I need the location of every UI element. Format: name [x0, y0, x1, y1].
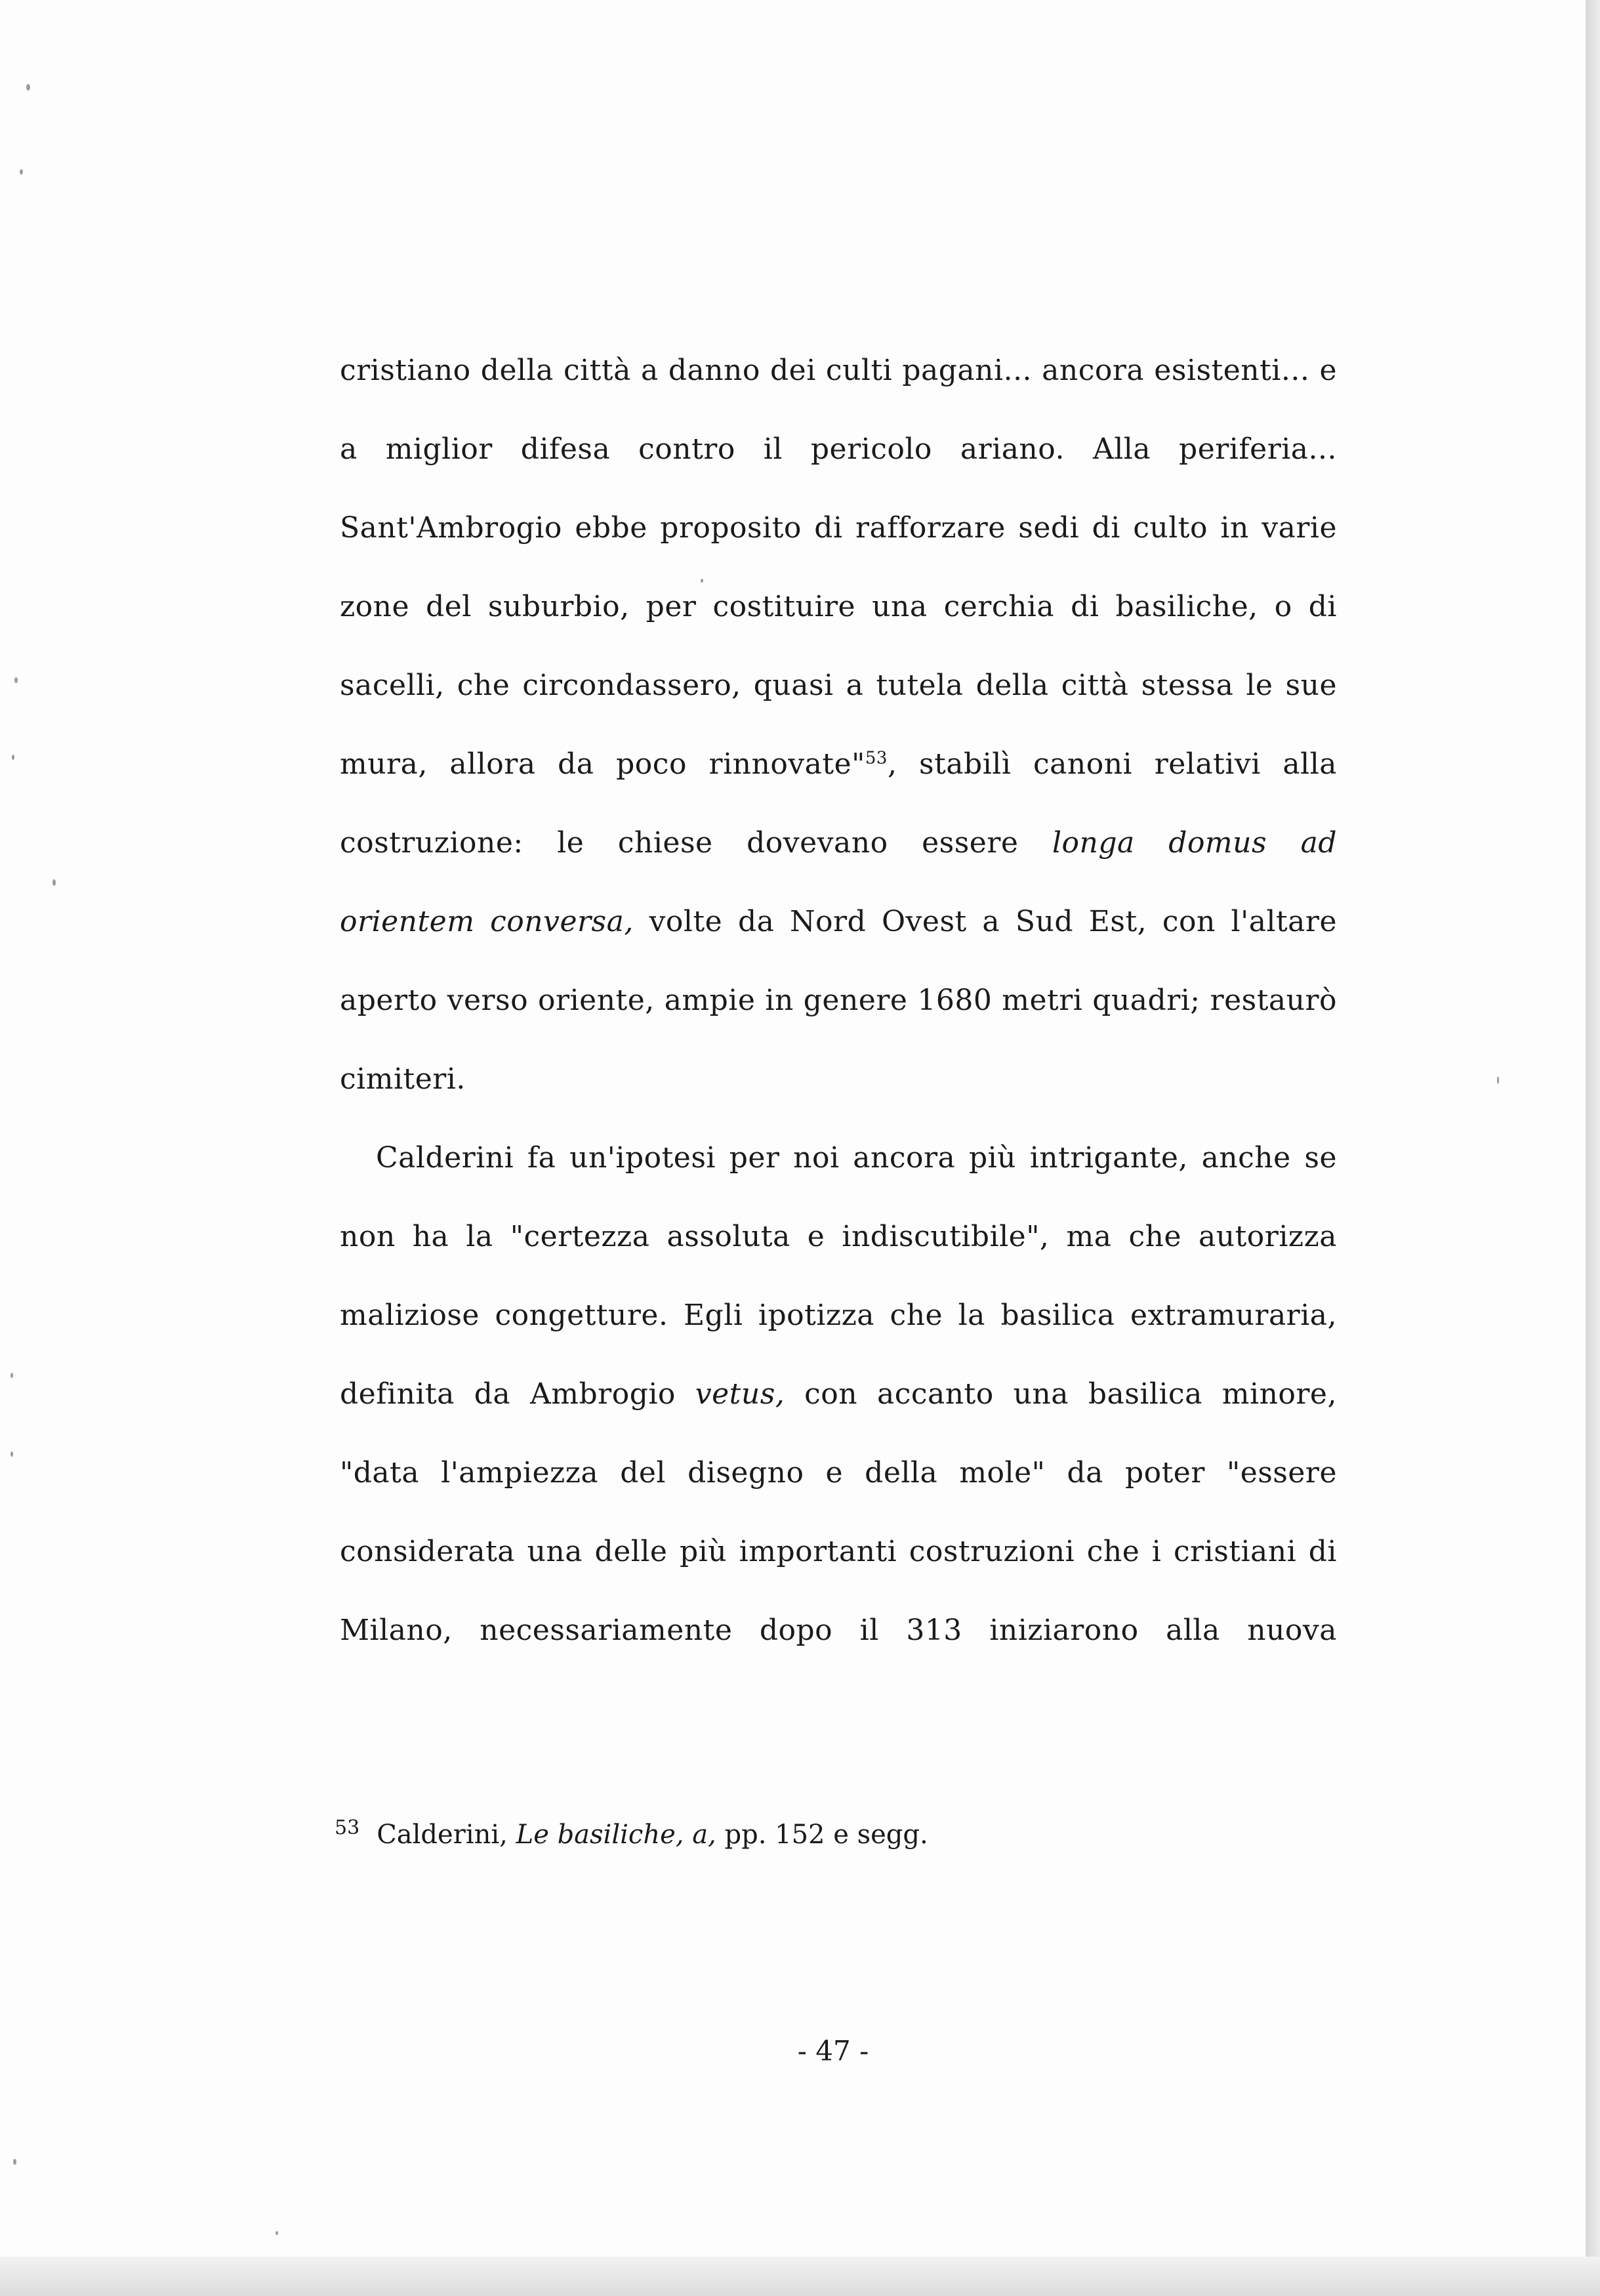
- text-line: [340, 902, 1337, 942]
- text-line: aperto verso oriente, ampie in genere 1680 metri quadri; restaurò: [340, 984, 1337, 1017]
- latin-phrase: orientem conversa,: [340, 905, 634, 938]
- text-line: Sant'Ambrogio ebbe proposito di rafforzare sedi di culto in varie: [340, 511, 1337, 545]
- text-line: cristiano della città a danno dei culti pagani... ancora esistenti... e: [340, 354, 1337, 387]
- text-line: non ha la "certezza assoluta e indiscutibile", ma che autorizza: [340, 1220, 1337, 1253]
- text-segment: costruzione: le chiese dovevano essere: [340, 826, 1019, 860]
- text-segment: volte da Nord Ovest a Sud Est, con l'altare: [649, 905, 1337, 938]
- text-line: [340, 824, 1337, 863]
- footnote: [335, 1816, 928, 1853]
- footnote-author: Calderini,: [377, 1820, 508, 1850]
- footnote-number: 53: [335, 1816, 360, 1839]
- text-line: "data l'ampiezza del disegno e della mole" da poter "essere: [340, 1456, 1337, 1490]
- scan-bottom-edge: [0, 2257, 1600, 2296]
- text-segment: mura, allora da poco rinnovate": [340, 747, 865, 781]
- scan-speck: [1497, 1076, 1499, 1084]
- text-line: a miglior difesa contro il pericolo ariano. Alla periferia...: [340, 432, 1337, 466]
- text-segment: con accanto una basilica minore,: [804, 1377, 1337, 1411]
- text-line: considerata una delle più importanti costruzioni che i cristiani di: [340, 1535, 1337, 1568]
- scan-speck: [12, 755, 14, 760]
- scan-speck: [20, 169, 23, 175]
- text-line: Milano, necessariamente dopo il 313 iniziarono alla nuova: [340, 1614, 1337, 1647]
- body-text: [340, 351, 1337, 1690]
- scan-speck: [276, 2231, 278, 2235]
- text-line: zone del suburbio, per costituire una cerchia di basiliche, o di: [340, 590, 1337, 623]
- scan-speck: [26, 84, 30, 91]
- text-line: cimiteri.: [340, 1062, 466, 1096]
- text-line: Calderini fa un'ipotesi per noi ancora più intrigante, anche se: [376, 1141, 1337, 1175]
- footnote-pages: pp. 152 e segg.: [724, 1820, 928, 1850]
- scan-speck: [52, 879, 56, 886]
- text-line: sacelli, che circondassero, quasi a tutela della città stessa le sue: [340, 669, 1337, 702]
- scan-right-edge: [1586, 0, 1600, 2296]
- latin-phrase: vetus,: [695, 1377, 785, 1411]
- scan-speck: [10, 1373, 13, 1378]
- text-line: [340, 1375, 1337, 1414]
- scan-speck: [14, 677, 18, 683]
- footnote-reference: 53: [865, 748, 888, 768]
- text-line: maliziose congetture. Egli ipotizza che la basilica extramuraria,: [340, 1299, 1337, 1332]
- scan-speck: [13, 2159, 16, 2165]
- latin-phrase: longa domus ad: [1052, 826, 1337, 860]
- text-segment: , stabilì canoni relativi alla: [887, 747, 1337, 781]
- text-line: [340, 745, 1337, 784]
- scan-speck: [10, 1451, 13, 1457]
- footnote-title: Le basiliche, a,: [516, 1820, 716, 1850]
- text-segment: definita da Ambrogio: [340, 1377, 676, 1411]
- page-number: - 47 -: [797, 2035, 869, 2067]
